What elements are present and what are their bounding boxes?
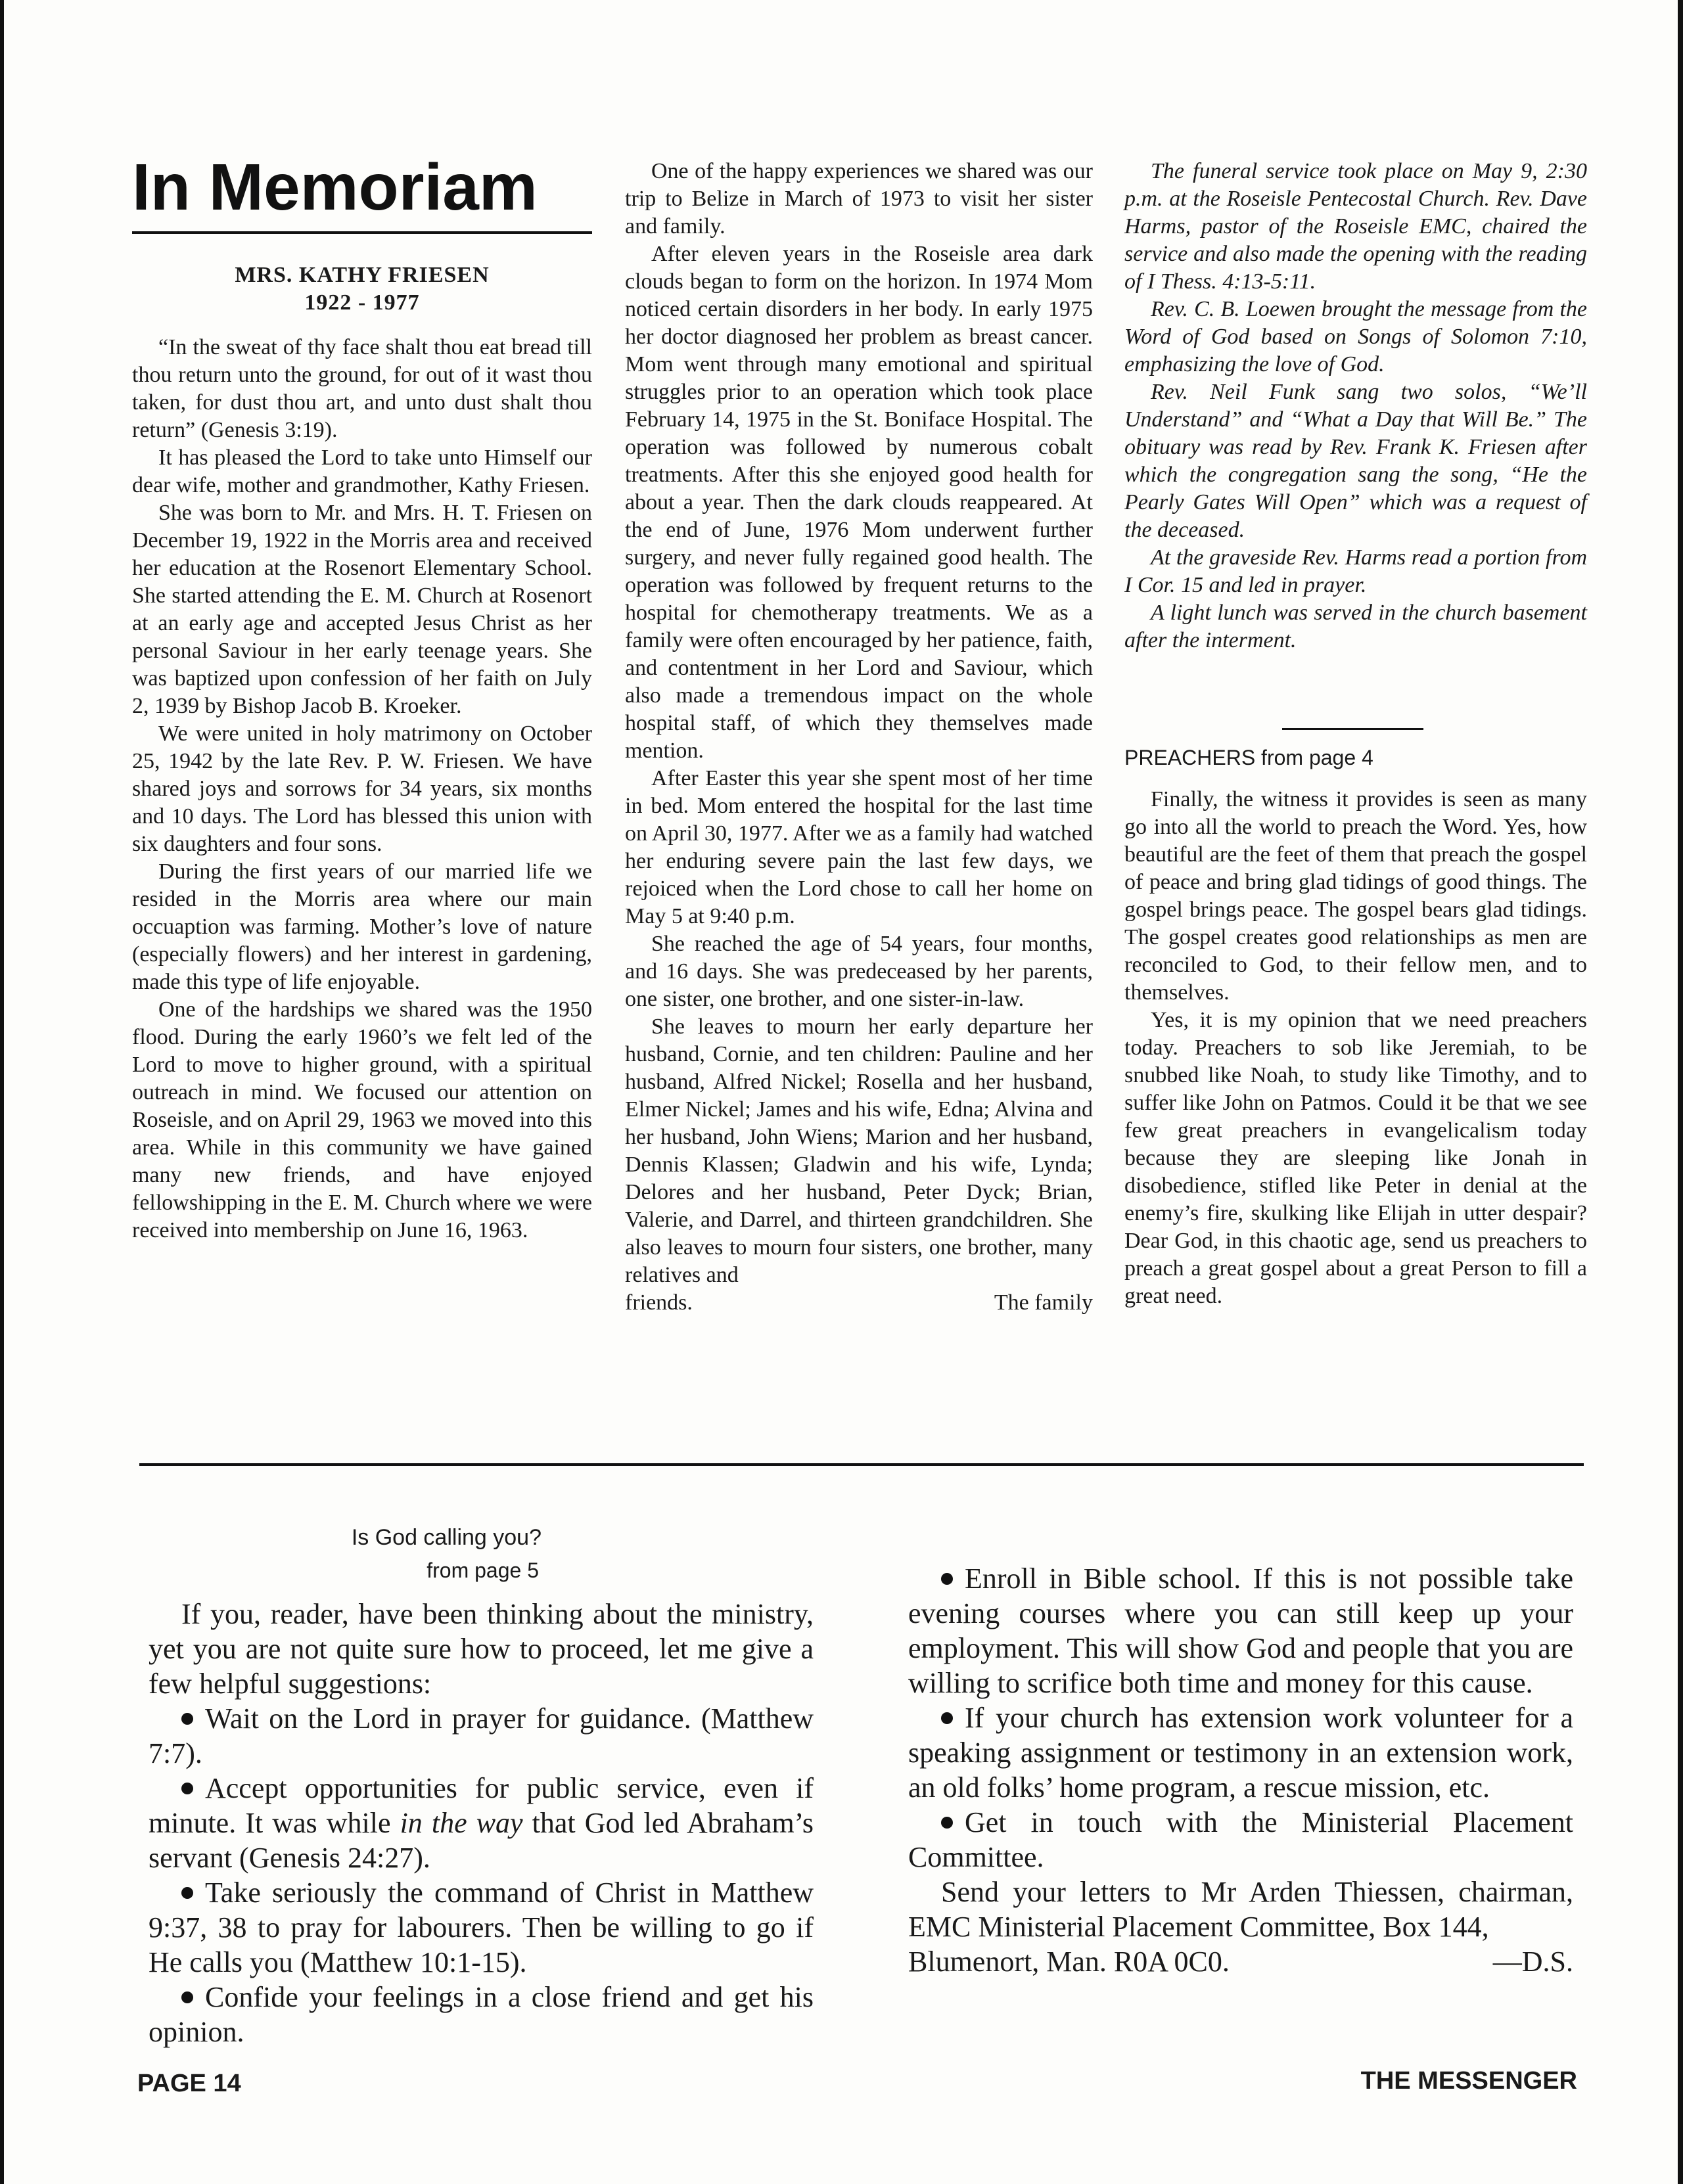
obituary-paragraph: It has pleased the Lord to take unto Himself our dear wife, mother and grandmother, Kathy Friesen. xyxy=(132,445,592,497)
bullet-icon xyxy=(941,1817,953,1829)
funeral-paragraph: Rev. Neil Funk sang two solos, “We’ll Understand” and “What a Day that Will Be.” The obituary was read by Rev. Frank K. Friesen after which the congregation sang the song, “He the Pearly Gates Will Open” which was a request of the deceased. xyxy=(1124,380,1587,542)
section-divider xyxy=(1282,728,1423,730)
bullet-icon xyxy=(941,1573,953,1585)
calling-subheading: from page 5 xyxy=(427,1558,539,1582)
calling-bullet xyxy=(908,1561,1573,1700)
calling-bullet xyxy=(149,1875,814,1980)
calling-intro: If you, reader, have been thinking about the ministry, yet you are not quite sure how to proceed, let me give a few helpful suggestions: xyxy=(149,1598,814,1700)
obituary-years: 1922 - 1977 xyxy=(304,290,420,315)
calling-author: —D.S. xyxy=(1492,1945,1573,1978)
calling-bullet-text: Enroll in Bible school. If this is not possible take evening courses where you can still keep up your employment. This will show God and people that you are willing to scrifice both time and money for this cause. xyxy=(908,1562,1573,1699)
title-divider xyxy=(132,231,592,234)
calling-bullet xyxy=(149,1701,814,1771)
page-number: PAGE 14 xyxy=(137,2070,241,2097)
funeral-paragraph: Rev. C. B. Loewen brought the message from the Word of God based on Songs of Solomon 7:10, emphasizing the love of God. xyxy=(1124,297,1587,376)
calling-bullet-text: If your church has extension work volunteer for a speaking assignment or testimony in an extension work, an old folks’ home program, a rescue mission, etc. xyxy=(908,1702,1573,1804)
preachers-column xyxy=(1124,786,1587,1310)
calling-column-right xyxy=(908,1561,1573,1979)
calling-bullet-emphasis: in the way xyxy=(400,1807,523,1839)
obituary-paragraph: One of the hardships we shared was the 1950 flood. During the early 1960’s we felt led of the Lord to move to higher ground, with a spiritual outreach in mind. We focused our attention on Roseisle, and on April 29, 1963 we moved into this area. While in this community we have gained many new friends, and have enjoyed fellowshipping in the E. M. Church where we were received into membership on June 16, 1963. xyxy=(132,997,592,1242)
obituary-paragraph: After Easter this year she spent most of her time in bed. Mom entered the hospital for the last time on April 30, 1977. After we as a family had watched her enduring severe pain the last few days, we rejoiced when the Lord chose to call her home on May 5 at 9:40 p.m. xyxy=(625,766,1093,928)
calling-bullet-text: Take seriously the command of Christ in Matthew 9:37, 38 to pray for labourers. Then be willing to go if He calls you (Matthew 10:1-15). xyxy=(149,1877,814,1978)
obituary-column-2 xyxy=(625,158,1093,1317)
calling-closing: Send your letters to Mr Arden Thiessen, chairman, EMC Ministerial Placement Committee, Box 144, xyxy=(908,1876,1573,1943)
bullet-icon xyxy=(181,1713,193,1725)
main-divider xyxy=(139,1463,1584,1466)
calling-address-line xyxy=(908,1944,1573,1979)
page-title: In Memoriam xyxy=(132,150,538,224)
bullet-icon xyxy=(181,1991,193,2003)
calling-bullet xyxy=(149,1980,814,2049)
calling-bullet xyxy=(908,1805,1573,1875)
obituary-signature: The family xyxy=(994,1290,1093,1315)
calling-bullet-text: Accept opportunities for public service, even if minute. It was while xyxy=(149,1772,814,1839)
obituary-paragraph: She was born to Mr. and Mrs. H. T. Friesen on December 19, 1922 in the Morris area and received her education at the Rosenort Elementary School. She started attending the E. M. Church at Rosenort at an early age and accepted Jesus Christ as her personal Saviour in her early teenage years. She was baptized upon confession of her faith on July 2, 1939 by Bishop Jacob B. Kroeker. xyxy=(132,501,592,718)
bullet-icon xyxy=(181,1887,193,1899)
funeral-paragraph: A light lunch was served in the church basement after the interment. xyxy=(1124,601,1587,652)
calling-bullet-text: Wait on the Lord in prayer for guidance. (Matthew 7:7). xyxy=(149,1702,814,1769)
preachers-paragraph: Finally, the witness it provides is seen as many go into all the world to preach the Word. Yes, how beautiful are the feet of them that preach the gospel of peace and bring glad tidings of good things. The gospel brings peace. The gospel bears glad tidings. The gospel creates good relationships as men are reconciled to God, to their fellow men, and to themselves. xyxy=(1124,787,1587,1005)
bullet-icon xyxy=(941,1712,953,1724)
calling-bullet-text: Confide your feelings in a close friend and get his opinion. xyxy=(149,1981,814,2048)
obituary-paragraph: After eleven years in the Roseisle area dark clouds began to form on the horizon. In 1974 Mom noticed certain disorders in her body. In early 1975 her doctor diagnosed her problem as breast cancer. Mom went through many emotional and spiritual struggles prior to an operation which took place February 14, 1975 in the St. Boniface Hospital. The operation was followed by numerous cobalt treatments. After this she enjoyed good health for about a year. Then the dark clouds reappeared. At the end of June, 1976 Mom underwent further surgery, and never fully regained good health. The operation was followed by frequent returns to the hospital for chemotherapy treatments. We as a family were often encouraged by her patience, faith, and contentment in her Lord and Saviour, which also made a tremendous impact on the whole hospital staff, of which they themselves made mention. xyxy=(625,242,1093,763)
calling-bullet-text: that God led Abraham’s servant (Genesis 24:27). xyxy=(149,1807,814,1874)
calling-heading: Is God calling you? xyxy=(351,1525,542,1550)
obituary-heading xyxy=(132,262,592,317)
obituary-paragraph: During the first years of our married life we resided in the Morris area where our main occuaption was farming. Mother’s love of nature (especially flowers) and her interest in gardening, made this type of life enjoyable. xyxy=(132,859,592,994)
calling-bullet xyxy=(149,1771,814,1875)
funeral-paragraph: At the graveside Rev. Harms read a portion from I Cor. 15 and led in prayer. xyxy=(1124,545,1587,597)
obituary-paragraph: We were united in holy matrimony on October 25, 1942 by the late Rev. P. W. Friesen. We have shared joys and sorrows for 34 years, six months and 10 days. The Lord has blessed this union with six daughters and four sons. xyxy=(132,721,592,856)
calling-address: Blumenort, Man. R0A 0C0. xyxy=(908,1945,1230,1978)
calling-column-left xyxy=(149,1597,814,2049)
calling-bullet-text: Get in touch with the Ministerial Placement Committee. xyxy=(908,1806,1573,1873)
obituary-paragraph: “In the sweat of thy face shalt thou eat bread till thou return unto the ground, for out of it wast thou taken, for dust thou art, and unto dust shalt thou return” (Genesis 3:19). xyxy=(132,335,592,442)
obituary-name: MRS. KATHY FRIESEN xyxy=(235,263,490,287)
obituary-paragraph: One of the happy experiences we shared was our trip to Belize in March of 1973 to visit her sister and family. xyxy=(625,159,1093,239)
obituary-column-1 xyxy=(132,334,592,1244)
bullet-icon xyxy=(181,1783,193,1794)
obituary-last-word: friends. xyxy=(625,1290,693,1315)
funeral-paragraph: The funeral service took place on May 9, 2:30 p.m. at the Roseisle Pentecostal Church. Rev. Dave Harms, pastor of the Roseisle EMC, chaired the service and also made the opening with the reading of I Thess. 4:13-5:11. xyxy=(1124,159,1587,294)
obituary-signoff-line xyxy=(625,1289,1093,1317)
obituary-paragraph: She reached the age of 54 years, four months, and 16 days. She was predeceased by her parents, one sister, one brother, and one sister-in-law. xyxy=(625,932,1093,1011)
publication-name: THE MESSENGER xyxy=(1360,2067,1577,2095)
obituary-paragraph: She leaves to mourn her early departure her husband, Cornie, and ten children: Pauline and her husband, Alfred Nickel; Rosella and her husband, Elmer Nickel; James and his wife, Edna; Alvina and her husband, John Wiens; Marion and her husband, Dennis Klassen; Gladwin and his wife, Lynda; Delores and her husband, Peter Dyck; Brian, Valerie, and Darrel, and thirteen grandchildren. She also leaves to mourn four sisters, one brother, many relatives and xyxy=(625,1014,1093,1287)
preachers-paragraph: Yes, it is my opinion that we need preachers today. Preachers to sob like Jeremiah, to be snubbed like Noah, to study like Timothy, and to suffer like John on Patmos. Could it be that we see few great preachers in evangelicalism today because they are sleeping like Jonah in disobedience, stifled like Peter in denial at the enemy’s fire, skulking like Elijah in utter despair? Dear God, in this chaotic age, send us preachers to preach a great gospel about a great Person to fill a great need. xyxy=(1124,1008,1587,1308)
preachers-heading: PREACHERS from page 4 xyxy=(1124,746,1373,769)
funeral-notes-column xyxy=(1124,158,1587,654)
calling-bullet xyxy=(908,1700,1573,1805)
